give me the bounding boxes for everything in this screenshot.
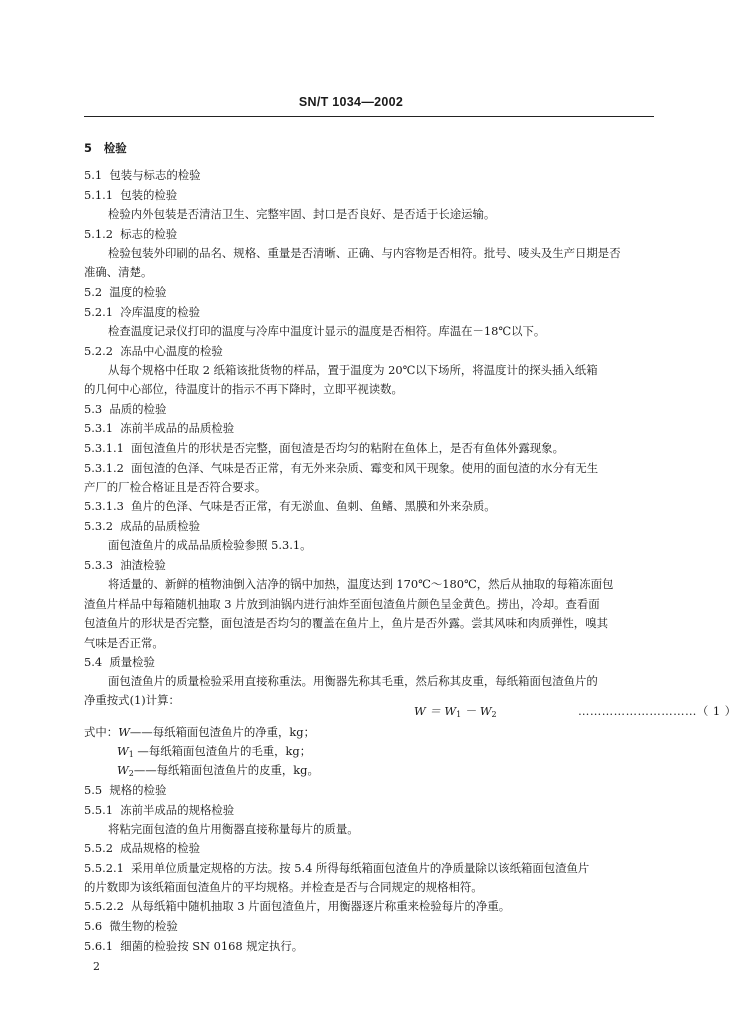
clause-5-3-2-body: 面包渣鱼片的成品品质检验参照 5.3.1。: [108, 538, 312, 552]
clause-5-5-1: 5.5.1 冻前半成品的规格检验: [84, 803, 235, 817]
clause-5-3-3: 5.3.3 油渣检验: [84, 558, 166, 572]
clause-5-3-3-body-1: 将适量的、新鲜的植物油倒入洁净的锅中加热，温度达到 170℃～180℃，然后从抽取的每箱冻面包: [108, 577, 614, 591]
clause-5-2-1: 5.2.1 冷库温度的检验: [84, 305, 200, 319]
clause-5-3-3-body-4: 气味是否正常。: [84, 636, 164, 650]
clause-5-5-2: 5.5.2 成品规格的检验: [84, 841, 200, 855]
clause-5-5-2-1-body: 的片数即为该纸箱面包渣鱼片的平均规格。并检查是否与合同规定的规格相符。: [84, 880, 483, 894]
clause-5-3-1-3: 5.3.1.3 鱼片的色泽、气味是否正常，有无淤血、鱼刺、鱼鳍、黑膜和外来杂质。: [84, 499, 496, 513]
clause-5-3-3-body-2: 渣鱼片样品中每箱随机抽取 3 片放到油锅内进行油炸至面包渣鱼片颜色呈金黄色。捞出，冷却。查看面: [84, 597, 600, 611]
clause-5-6-1: 5.6.1 细菌的检验按 SN 0168 规定执行。: [84, 939, 304, 953]
clause-5-2: 5.2 温度的检验: [84, 285, 167, 299]
equation-1: [84, 703, 737, 721]
section-number: 5: [84, 141, 92, 155]
clause-5-1-2-body-2: 准确、清楚。: [84, 265, 153, 279]
clause-5-2-2-body-1: 从每个规格中任取 2 纸箱该批货物的样品，置于温度为 20℃以下场所，将温度计的探头插入纸箱: [108, 363, 598, 377]
equation-number: …………………………（ 1 ）: [578, 704, 737, 718]
header-rule: [84, 116, 654, 117]
clause-5-5: 5.5 规格的检验: [84, 783, 167, 797]
standard-code-header: SN/T 1034—2002: [298, 95, 404, 109]
clause-5-5-1-body: 将粘完面包渣的鱼片用衡器直接称量每片的质量。: [108, 822, 359, 836]
clause-5-3-2: 5.3.2 成品的品质检验: [84, 519, 200, 533]
clause-5-2-1-body: 检查温度记录仪打印的温度与冷库中温度计显示的温度是否相符。库温在－18℃以下。: [108, 324, 546, 338]
clause-5-4-body-1: 面包渣鱼片的质量检验采用直接称重法。用衡器先称其毛重，然后称其皮重，每纸箱面包渣鱼片的: [108, 674, 598, 688]
clause-5-4-body-2: 净重按式(1)计算：: [84, 693, 180, 707]
variable-definition-w1: W1 —每纸箱面包渣鱼片的毛重，kg；: [117, 744, 312, 759]
clause-5-5-2-1: 5.5.2.1 采用单位质量定规格的方法。按 5.4 所得每纸箱面包渣鱼片的净质量除以该纸箱面包渣鱼片: [84, 861, 590, 875]
variable-definition-w: 式中：W——每纸箱面包渣鱼片的净重，kg；: [84, 725, 315, 739]
clause-5-3-1: 5.3.1 冻前半成品的品质检验: [84, 421, 235, 435]
page-number: 2: [93, 960, 100, 973]
clause-5-1-1: 5.1.1 包装的检验: [84, 188, 178, 202]
clause-5-6: 5.6 微生物的检验: [84, 919, 178, 933]
clause-5-4: 5.4 质量检验: [84, 655, 155, 669]
clause-5-3: 5.3 品质的检验: [84, 402, 167, 416]
clause-5-2-2: 5.2.2 冻品中心温度的检验: [84, 344, 223, 358]
clause-5-1-1-body: 检验内外包装是否清洁卫生、完整牢固、封口是否良好、是否适于长途运输。: [108, 207, 496, 221]
clause-5-3-1-1: 5.3.1.1 面包渣鱼片的形状是否完整，面包渣是否均匀的粘附在鱼体上，是否有鱼体外露现象。: [84, 441, 564, 455]
clause-5-5-2-2: 5.5.2.2 从每纸箱中随机抽取 3 片面包渣鱼片，用衡器逐片称重来检验每片的净重。: [84, 899, 511, 913]
variable-definition-w2: W2——每纸箱面包渣鱼片的皮重，kg。: [117, 763, 319, 778]
section-5-title: [84, 140, 658, 156]
clause-5-2-2-body-2: 的几何中心部位，待温度计的指示不再下降时，立即平视读数。: [84, 382, 403, 396]
clause-5-1: 5.1 包装与标志的检验: [84, 168, 201, 182]
clause-5-3-3-body-3: 包渣鱼片的形状是否完整，面包渣是否均匀的覆盖在鱼片上，鱼片是否外露。尝其风味和肉质弹性，嗅其: [84, 616, 608, 630]
clause-5-1-2-body-1: 检验包装外印刷的品名、规格、重量是否清晰、正确、与内容物是否相符。批号、唛头及生产日期是否: [108, 246, 621, 260]
clause-5-3-1-2: 5.3.1.2 面包渣的色泽、气味是否正常，有无外来杂质、霉变和风干现象。使用的面包渣的水分有无生: [84, 461, 599, 475]
clause-5-1-2: 5.1.2 标志的检验: [84, 227, 178, 241]
net-weight-formula: W ＝ W1 － W2: [414, 704, 497, 719]
clause-5-3-1-2-body: 产厂的厂检合格证且是否符合要求。: [84, 480, 267, 494]
section-heading: 检验: [103, 141, 127, 155]
